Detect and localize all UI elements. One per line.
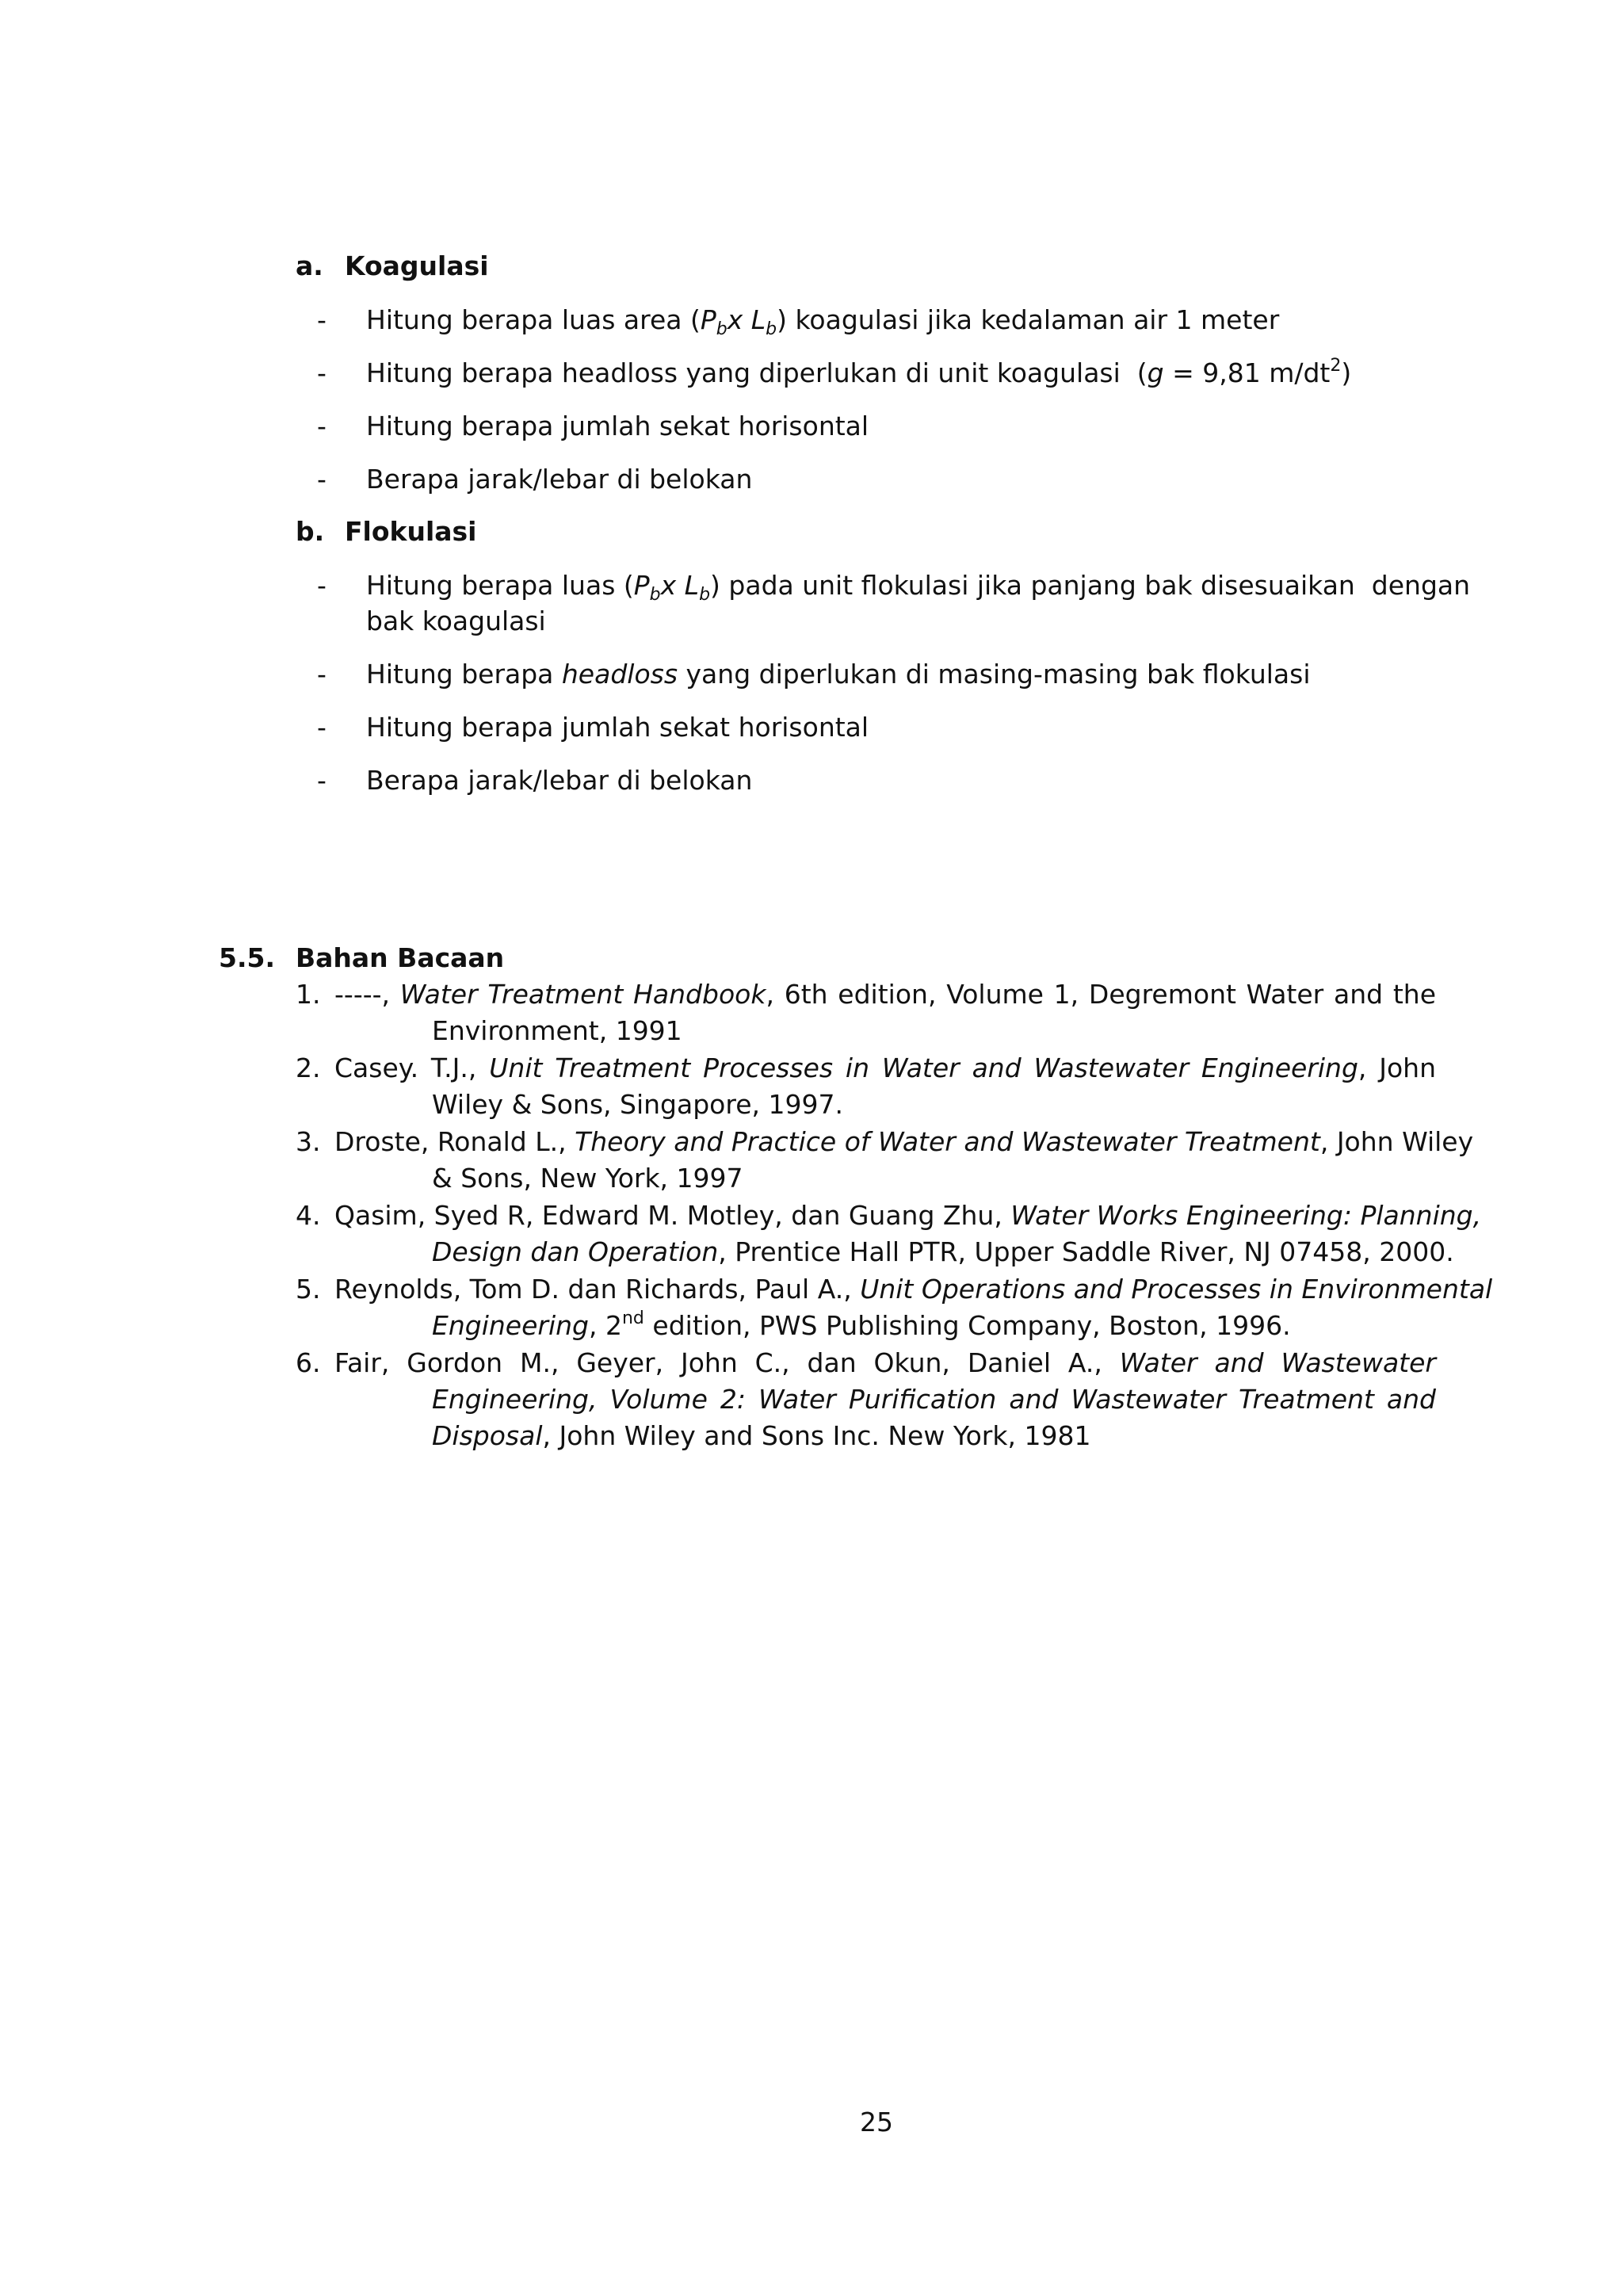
reference-continuation: Disposal, John Wiley and Sons Inc. New York, 1981 xyxy=(432,1420,1091,1451)
list-dash: - xyxy=(317,659,327,690)
list-dash: - xyxy=(317,570,327,601)
reference-number: 2. xyxy=(296,1052,321,1083)
list-item: Hitung berapa jumlah sekat horisontal xyxy=(366,712,869,743)
reference-item: Qasim, Syed R, Edward M. Motley, dan Guang Zhu, Water Works Engineering: Planning, xyxy=(334,1200,1482,1231)
list-item: Berapa jarak/lebar di belokan xyxy=(366,464,753,495)
list-item: Hitung berapa headloss yang diperlukan di unit koagulasi (g = 9,81 $m/dt^2$) xyxy=(366,356,1352,388)
reference-continuation: Wiley & Sons, Singapore, 1997. xyxy=(432,1089,843,1120)
reference-item: -----, Water Treatment Handbook, 6th edition, Volume 1, Degremont Water and the xyxy=(334,979,1436,1010)
list-item: Hitung berapa luas area ($P_bx$ $L_b$) koagulasi jika kedalaman air 1 meter xyxy=(366,304,1280,339)
list-item-continuation: bak koagulasi xyxy=(366,606,546,636)
reference-number: 4. xyxy=(296,1200,321,1231)
list-dash: - xyxy=(317,411,327,441)
reference-continuation: Engineering, 2nd edition, PWS Publishing Company, Boston, 1996. xyxy=(432,1308,1291,1341)
reference-item: Droste, Ronald L., Theory and Practice of Water and Wastewater Treatment, John Wiley xyxy=(334,1126,1474,1157)
section-number: 5.5. xyxy=(219,942,275,973)
list-dash: - xyxy=(317,712,327,743)
section-a-heading: Koagulasi xyxy=(345,250,489,281)
reference-number: 3. xyxy=(296,1126,321,1157)
reference-continuation: Design dan Operation, Prentice Hall PTR, Upper Saddle River, NJ 07458, 2000. xyxy=(432,1236,1454,1267)
section-b-heading: Flokulasi xyxy=(345,516,477,547)
reference-continuation: Environment, 1991 xyxy=(432,1015,682,1046)
list-item: Hitung berapa luas ($P_bx$ $L_b$) pada unit flokulasi jika panjang bak disesuaikan dengan xyxy=(366,570,1471,605)
list-dash: - xyxy=(317,304,327,335)
reference-continuation: Engineering, Volume 2: Water Purification and Wastewater Treatment and xyxy=(432,1384,1436,1415)
reference-item: Reynolds, Tom D. dan Richards, Paul A., Unit Operations and Processes in Environmental xyxy=(334,1274,1493,1305)
reference-item: Fair, Gordon M., Geyer, John C., dan Okun, Daniel A., Water and Wastewater xyxy=(334,1347,1436,1378)
reference-number: 5. xyxy=(296,1274,321,1305)
section-b-marker: b. xyxy=(296,516,325,547)
list-item: Berapa jarak/lebar di belokan xyxy=(366,765,753,796)
section-title: Bahan Bacaan xyxy=(296,942,505,973)
reference-continuation: & Sons, New York, 1997 xyxy=(432,1163,743,1194)
page-number: 25 xyxy=(860,2107,893,2137)
list-item: Hitung berapa jumlah sekat horisontal xyxy=(366,411,869,441)
reference-number: 6. xyxy=(296,1347,321,1378)
list-dash: - xyxy=(317,464,327,495)
reference-item: Casey. T.J., Unit Treatment Processes in Water and Wastewater Engineering, John xyxy=(334,1052,1437,1083)
reference-number: 1. xyxy=(296,979,321,1010)
list-dash: - xyxy=(317,357,327,388)
list-item: Hitung berapa headloss yang diperlukan di masing-masing bak flokulasi xyxy=(366,659,1311,690)
list-dash: - xyxy=(317,765,327,796)
section-a-marker: a. xyxy=(296,250,323,281)
